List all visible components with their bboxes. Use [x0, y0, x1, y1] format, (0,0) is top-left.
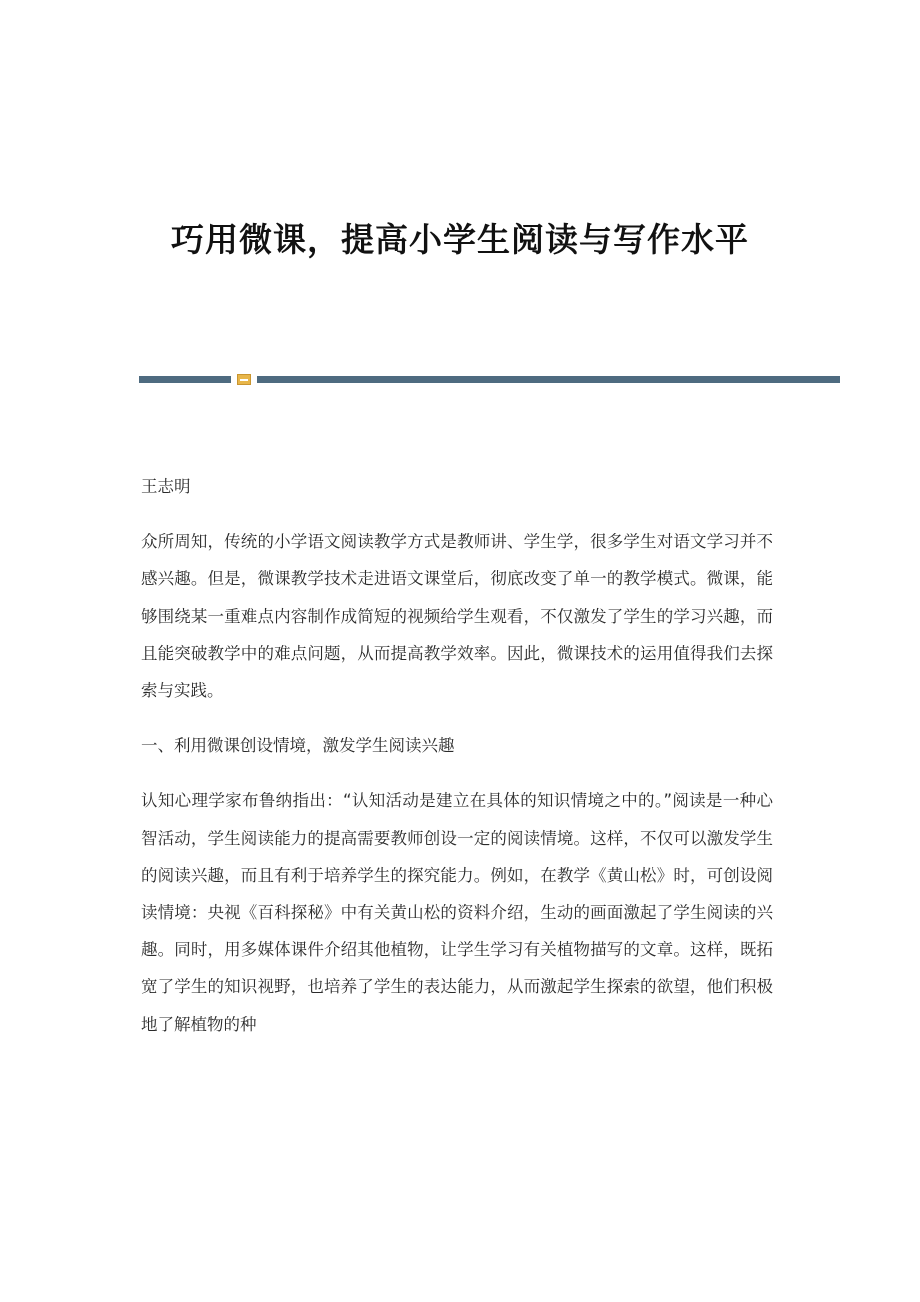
document-title: 巧用微课，提高小学生阅读与写作水平	[171, 220, 749, 259]
paragraph-section-1: 认知心理学家布鲁纳指出：“认知活动是建立在具体的知识情境之中的。”阅读是一种心智活动，学生阅读能力的提高需要教师创设一定的阅读情境。这样，不仅可以激发学生的阅读兴趣，而且有利于培养学生的探究能力。例如，在教学《黄山松》时，可创设阅读情境：央视《百科探秘》中有关黄山松的资料介绍，生动的画面激起了学生阅读的兴趣。同时，用多媒体课件介绍其他植物，让学生学习有关植物描写的文章。这样，既拓宽了学生的知识视野，也培养了学生的表达能力，从而激起学生探索的欲望，他们积极地了解植物的种	[141, 791, 773, 1034]
paragraph-intro: 众所周知，传统的小学语文阅读教学方式是教师讲、学生学，很多学生对语文学习并不感兴趣。但是，微课教学技术走进语文课堂后，彻底改变了单一的教学模式。微课，能够围绕某一重难点内容制作成简短的视频给学生观看，不仅激发了学生的学习兴趣，而且能突破教学中的难点问题，从而提高教学效率。因此，微课技术的运用值得我们去探索与实践。	[141, 532, 773, 701]
document-body	[141, 468, 773, 1061]
divider-right-segment	[257, 376, 840, 383]
title-divider	[139, 374, 840, 384]
author-name: 王志明	[141, 477, 191, 496]
section-heading-1: 一、利用微课创设情境，激发学生阅读兴趣	[141, 736, 455, 756]
divider-left-segment	[139, 376, 231, 383]
divider-emblem-icon	[237, 374, 251, 385]
